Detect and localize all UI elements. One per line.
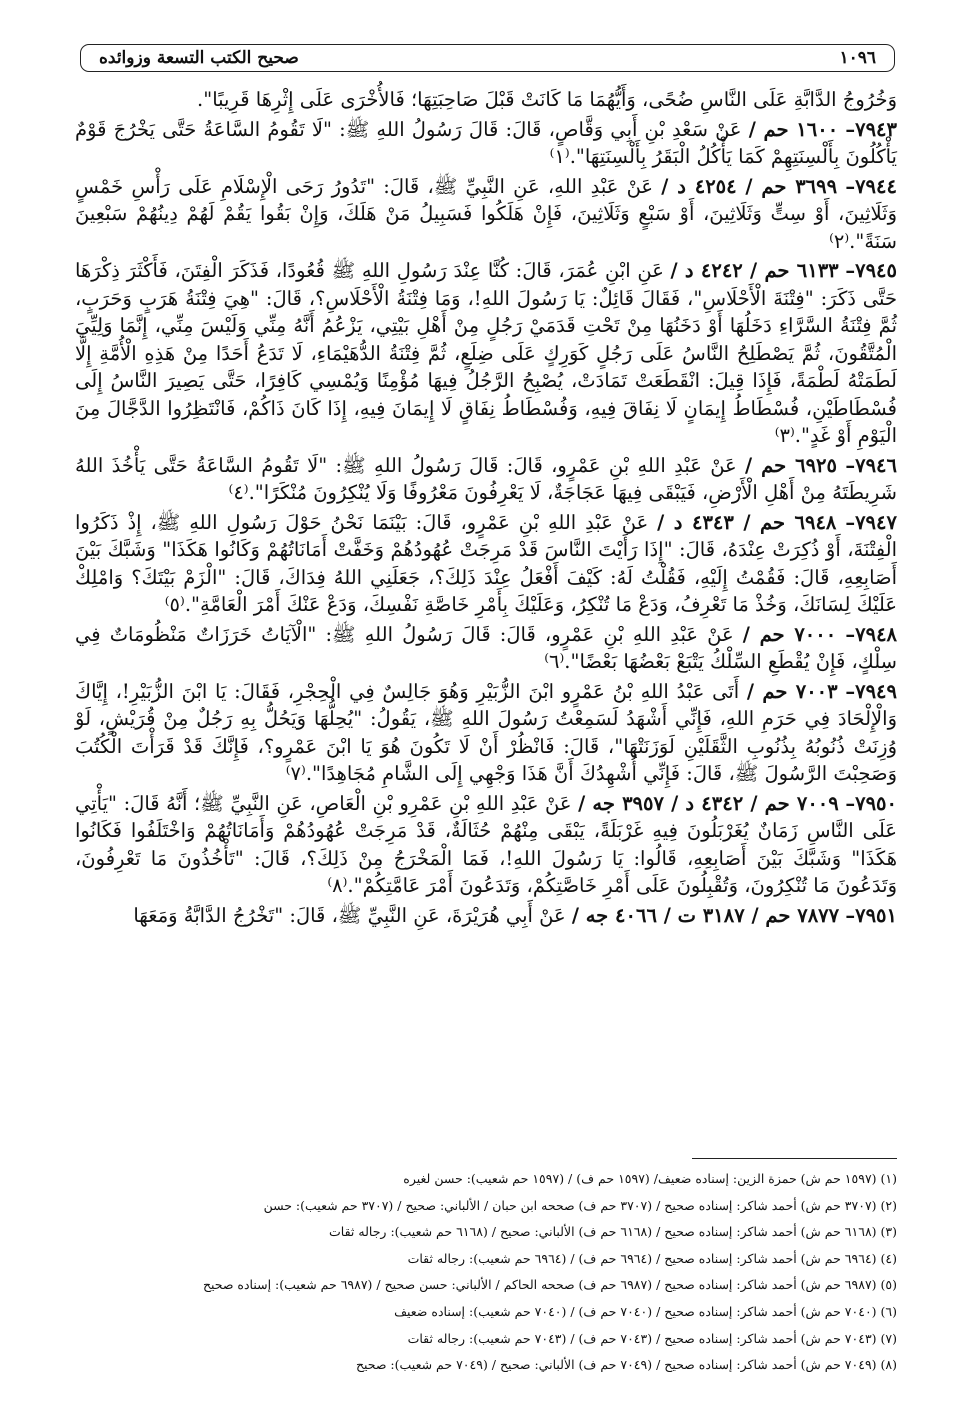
hadith-references: ٧٠٠٣ حم /	[746, 679, 838, 703]
hadith-entry	[75, 678, 897, 788]
hadith-entry	[75, 509, 897, 619]
page-header	[80, 44, 895, 72]
hadith-number: ٧٩٥٠–	[845, 791, 897, 815]
page-number: ١٠٩٦	[839, 48, 876, 68]
hadith-number: ٧٩٤٥–	[845, 259, 897, 282]
footnote: (٨) (٧٠٤٩ حم ش) أحمد شاكر: إسناده صحيح / (٧٠٤٩ حم ف) الألباني: صحيح / (٧٠٤٩ حم شعيب): صحيح	[355, 1357, 897, 1373]
hadith-text: عَنْ عَبْدِ اللهِ بْنِ عَمْرٍو، قَالَ: قَالَ رَسُولُ اللهِ ﷺ: "لَا تَقُومُ السَّاعَةُ حَتَّى يَأْخُذَ اللهُ شَرِيطَتَهُ مِنْ أَهْلِ الْأَرْضِ، فَيَبْقَى فِيهَا عَجَاجَةٌ، لَا يَعْرِفُونَ مَعْرُوفًا وَلَا يُنْكِرُونَ مُنْكَرًا".⁽٤⁾	[75, 453, 897, 504]
hadith-number: ٧٩٤٦–	[845, 453, 898, 477]
hadith-text: عَنْ عَبْدِ اللهِ، عَنِ النَّبِيِّ ﷺ، قَالَ: "تَدُورُ رَحَى الْإِسْلَامِ عَلَى رَأْسِ خَمْسٍ وَثَلَاثِينَ، أَوْ سِتٍّ وَثَلَاثِينَ، أَوْ سَبْعٍ وَثَلَاثِينَ، فَإِنْ هَلَكُوا فَسَبِيلُ مَنْ هَلَكَ، وَإِنْ بَقُوا يَقُمْ لَهُمْ دِينُهُمْ سَبْعِينَ سَنَةً".⁽٢⁾	[75, 174, 897, 253]
hadith-references: ٦١٣٣ حم / ٤٢٤٢ د /	[670, 259, 839, 282]
hadith-text: عَنْ عَبْدِ اللهِ بْنِ عَمْرٍو، قَالَ: بَيْنَمَا نَحْنُ حَوْلَ رَسُولِ اللهِ ﷺ، إِذْ ذَكَرُوا الْفِتْنَةَ، أَوْ ذُكِرَتْ عِنْدَهُ، قَالَ: "إِذَا رَأَيْتَ النَّاسَ قَدْ مَرِجَتْ عُهُودُهُمْ وَخَفَّتْ أَمَانَاتُهُمْ وَكَانُوا هَكَذَا" وَشَبَّكَ بَيْنَ أَصَابِعِهِ، قَالَ: فَقُمْتُ إِلَيْهِ، فَقُلْتُ لَهُ: كَيْفَ أَفْعَلُ عِنْدَ ذَلِكَ؟، جَعَلَنِي اللهُ فِدَاكَ، قَالَ: "الْزَمْ بَيْتَكَ؟ وَامْلِكْ عَلَيْكَ لِسَانَكَ، وَخُذْ مَا تَعْرِفُ، وَدَعْ مَا تُنْكِرُ، وَعَلَيْكَ بِأَمْرِ خَاصَّةِ نَفْسِكَ، وَدَعْ عَنْكَ أَمْرَ الْعَامَّةِ".⁽٥⁾	[75, 510, 897, 616]
hadith-entry	[75, 257, 897, 450]
footnote: (٥) (٦٩٨٧ حم ش) أحمد شاكر: إسناده صحيح / (٦٩٨٧ حم ف) صححه الحاكم / الألباني: حسن صحيح / (٦٩٨٧ حم شعيب): إسناده صحيح	[202, 1277, 897, 1293]
hadith-text: عَنْ أَبِي هُرَيْرَةَ، عَنِ النَّبِيِّ ﷺ، قَالَ: "تَخْرُجُ الدَّابَّةُ وَمَعَهَا	[133, 903, 566, 927]
hadith-entry	[75, 621, 897, 676]
hadith-entry	[75, 173, 897, 256]
hadith-number: ٧٩٤٧–	[845, 510, 897, 534]
hadith-text: أَتَى عَبْدُ اللهِ بْنُ عَمْرٍو ابْنَ الزُّبَيْرِ وَهُوَ جَالِسٌ فِي الْحِجْرِ، فَقَالَ: يَا ابْنَ الزُّبَيْرِ!، إِيَّاكَ وَالْإِلْحَادَ فِي حَرَمِ اللهِ، فَإِنِّي أَشْهَدُ لَسَمِعْتُ رَسُولَ اللهِ ﷺ، يَقُولُ: "يُحِلُّهَا وَيَحُلُّ بِهِ رَجُلٌ مِنْ قُرَيْشٍ، لَوْ وُزِنَتْ ذُنُوبُهُ بِذُنُوبِ الثَّقَلَيْنِ لَوَزَنَتْهَا"، قَالَ: فَانْظُرْ أَنْ لَا تَكُونَ هُوَ يَا ابْنَ عَمْرٍو؟، فَإِنَّكَ قَدْ قَرَأْتَ الْكُتُبَ وَصَحِبْتَ الرَّسُولَ ﷺ، قَالَ: فَإِنِّي أُشْهِدُكَ أَنَّ هَذَا وَجْهِي إِلَى الشَّامِ مُجَاهِدًا".⁽٧⁾	[75, 679, 897, 785]
footnote: (٢) (٣٧٠٧ حم ش) أحمد شاكر: إسناده صحيح / (٣٧٠٧ حم ف) صححه ابن حبان / الألباني: صحيح / (٣٧٠٧ حم شعيب): حسن	[263, 1197, 897, 1213]
book-title: صحيح الكتب التسعة وزوائده	[99, 48, 299, 68]
hadith-text: عَنْ عَبْدِ اللهِ بْنِ عَمْرِو بْنِ الْعَاصِ، عَنِ النَّبِيِّ ﷺ؛ أَنَّهُ قَالَ: "يَأْتِي عَلَى النَّاسِ زَمَانٌ يُغَرْبَلُونَ فِيهِ غَرْبَلَةً، يَبْقَى مِنْهُمْ حُثَالَةٌ، قَدْ مَرِجَتْ عُهُودُهُمْ وَأَمَانَاتُهُمْ وَاخْتَلَفُوا فَكَانُوا هَكَذَا" وَشَبَّكَ بَيْنَ أَصَابِعِهِ، قَالُوا: يَا رَسُولَ اللهِ!، فَمَا الْمَخْرَجُ مِنْ ذَلِكَ؟، قَالَ: "تَأْخُذُونَ مَا تَعْرِفُونَ، وَتَدَعُونَ مَا تُنْكِرُونَ، وَتُقْبِلُونَ عَلَى أَمْرِ خَاصَّتِكُمْ، وَتَدَعُونَ أَمْرَ عَامَّتِكُمْ".⁽٨⁾	[75, 791, 897, 897]
hadith-text: عَنِ ابْنِ عُمَرَ، قَالَ: كُنَّا عِنْدَ رَسُولِ اللهِ ﷺ قُعُودًا، فَذَكَرَ الْفِتَنَ، فَأَكْثَرَ ذِكْرَهَا حَتَّى ذَكَرَ: "فِتْنَةَ الْأَحْلَاسِ"، فَقَالَ قَائِلٌ: يَا رَسُولَ اللهِ!، وَمَا فِتْنَةُ الْأَحْلَاسِ؟، قَالَ: "هِيَ فِتْنَةُ هَرَبٍ وَحَرَبٍ، ثُمَّ فِتْنَةُ السَّرَّاءِ دَخَلُهَا أَوْ دَخَنُهَا مِنْ تَحْتِ قَدَمَيْ رَجُلٍ مِنْ أَهْلِ بَيْتِي، يَزْعُمُ أَنَّهُ مِنِّي وَلَيْسَ مِنِّي، إِنَّمَا وَلِيِّيَ الْمُتَّقُونَ، ثُمَّ يَصْطَلِحُ النَّاسُ عَلَى رَجُلٍ كَوَرِكٍ عَلَى ضِلَعٍ، ثُمَّ فِتْنَةُ الدُّهَيْمَاءِ، لَا تَدَعُ أَحَدًا مِنْ هَذِهِ الْأُمَّةِ إِلَّا لَطَمَتْهُ لَطْمَةً، فَإِذَا قِيلَ: انْقَطَعَتْ تَمَادَتْ، يُصْبِحُ الرَّجُلُ فِيهَا مُؤْمِنًا وَيُمْسِي كَافِرًا، حَتَّى يَصِيرَ النَّاسُ إِلَى فُسْطَاطَيْنِ، فُسْطَاطُ إِيمَانٍ لَا نِفَاقَ فِيهِ، وَفُسْطَاطُ نِفَاقٍ لَا إِيمَانَ فِيهِ، إِذَا كَانَ ذَاكُمْ، فَانْتَظِرُوا الدَّجَّالَ مِنَ الْيَوْمِ أَوْ غَدٍ".⁽٣⁾	[75, 259, 897, 447]
footnote: (٣) (٦١٦٨ حم ش) أحمد شاكر: إسناده صحيح / (٦١٦٨ حم ف) الألباني: صحيح / (٦١٦٨ حم شعيب): رجاله ثقات	[329, 1224, 897, 1240]
footnotes	[75, 1166, 897, 1379]
hadith-number: ٧٩٤٨–	[845, 622, 898, 646]
hadith-references: ٦٩٢٥ حم /	[745, 453, 837, 477]
footnote: (١) (١٥٩٧ حم ش) حمزة الزين: إسناده ضعيف/ (١٥٩٧ حم ف) / (١٥٩٧ حم شعيب): حسن لغيره	[403, 1171, 897, 1186]
hadith-number: ٧٩٤٣–	[845, 117, 897, 141]
footnote: (٦) (٧٠٤٠ حم ش) أحمد شاكر: إسناده صحيح / (٧٠٤٠ حم ف) / (٧٠٤٠ حم شعيب): إسناده ضعيف	[394, 1303, 897, 1319]
hadith-text: عَنْ عَبْدِ اللهِ بْنِ عَمْرٍو، قَالَ: قَالَ رَسُولُ اللهِ ﷺ: "الْآيَاتُ خَرَزَاتٌ مَنْظُومَاتٌ فِي سِلْكٍ، فَإِنْ يُقْطَعِ السِّلْكُ يَتْبَعْ بَعْضُهَا بَعْضًا".⁽٦⁾	[75, 622, 897, 673]
hadith-entry	[75, 902, 897, 930]
hadith-references: ١٦٠٠ حم /	[748, 117, 839, 141]
hadith-entry	[75, 452, 897, 507]
hadith-number: ٧٩٤٩–	[845, 679, 898, 703]
hadith-references: ٧٨٧٧ حم / ٣١٨٧ ت / ٤٠٦٦ جه /	[571, 903, 840, 927]
hadith-text: وَخُرُوجُ الدَّابَّةِ عَلَى النَّاسِ ضُحًى، وَأَيُّهُمَا مَا كَانَتْ قَبْلَ صَاحِبَتِهَا؛ فَالأُخْرَى عَلَى إِثْرِهَا قَرِيبًا".	[197, 88, 897, 111]
hadith-entry	[75, 790, 897, 900]
hadith-number: ٧٩٤٤–	[845, 174, 897, 198]
footnote: (٤) (٦٩٦٤ حم ش) أحمد شاكر: إسناده صحيح / (٦٩٦٤ حم ف) / (٦٩٦٤ حم شعيب): رجاله ثقات	[407, 1250, 897, 1266]
hadith-text-block	[75, 86, 898, 927]
hadith-references: ٣٦٩٩ حم / ٤٢٥٤ د /	[661, 174, 838, 198]
hadith-number: ٧٩٥١–	[845, 903, 897, 927]
footnote: (٧) (٧٠٤٣ حم ش) أحمد شاكر: إسناده صحيح / (٧٠٤٣ حم ف) / (٧٠٤٣ حم شعيب): رجاله ثقات	[407, 1330, 897, 1346]
hadith-text: عَنْ سَعْدِ بْنِ أَبِي وَقَّاصٍ، قَالَ: قَالَ رَسُولُ اللهِ ﷺ: "لَا تَقُومُ السَّاعَةُ حَتَّى يَخْرُجَ قَوْمٌ يَأْكُلُونَ بِأَلْسِنَتِهِمْ كَمَا يَأْكُلُ الْبَقَرُ بِأَلْسِنَتِهَا".⁽١⁾	[75, 117, 897, 168]
footnote-divider	[692, 1158, 897, 1159]
hadith-entry	[75, 116, 897, 171]
hadith-references: ٧٠٠٠ حم /	[742, 622, 837, 646]
hadith-references: ٧٠٠٩ حم / ٤٣٤٢ د / ٣٩٥٧ جه /	[578, 791, 839, 815]
hadith-references: ٦٩٤٨ حم / ٤٣٤٣ د /	[657, 510, 837, 534]
hadith-entry	[75, 86, 897, 114]
